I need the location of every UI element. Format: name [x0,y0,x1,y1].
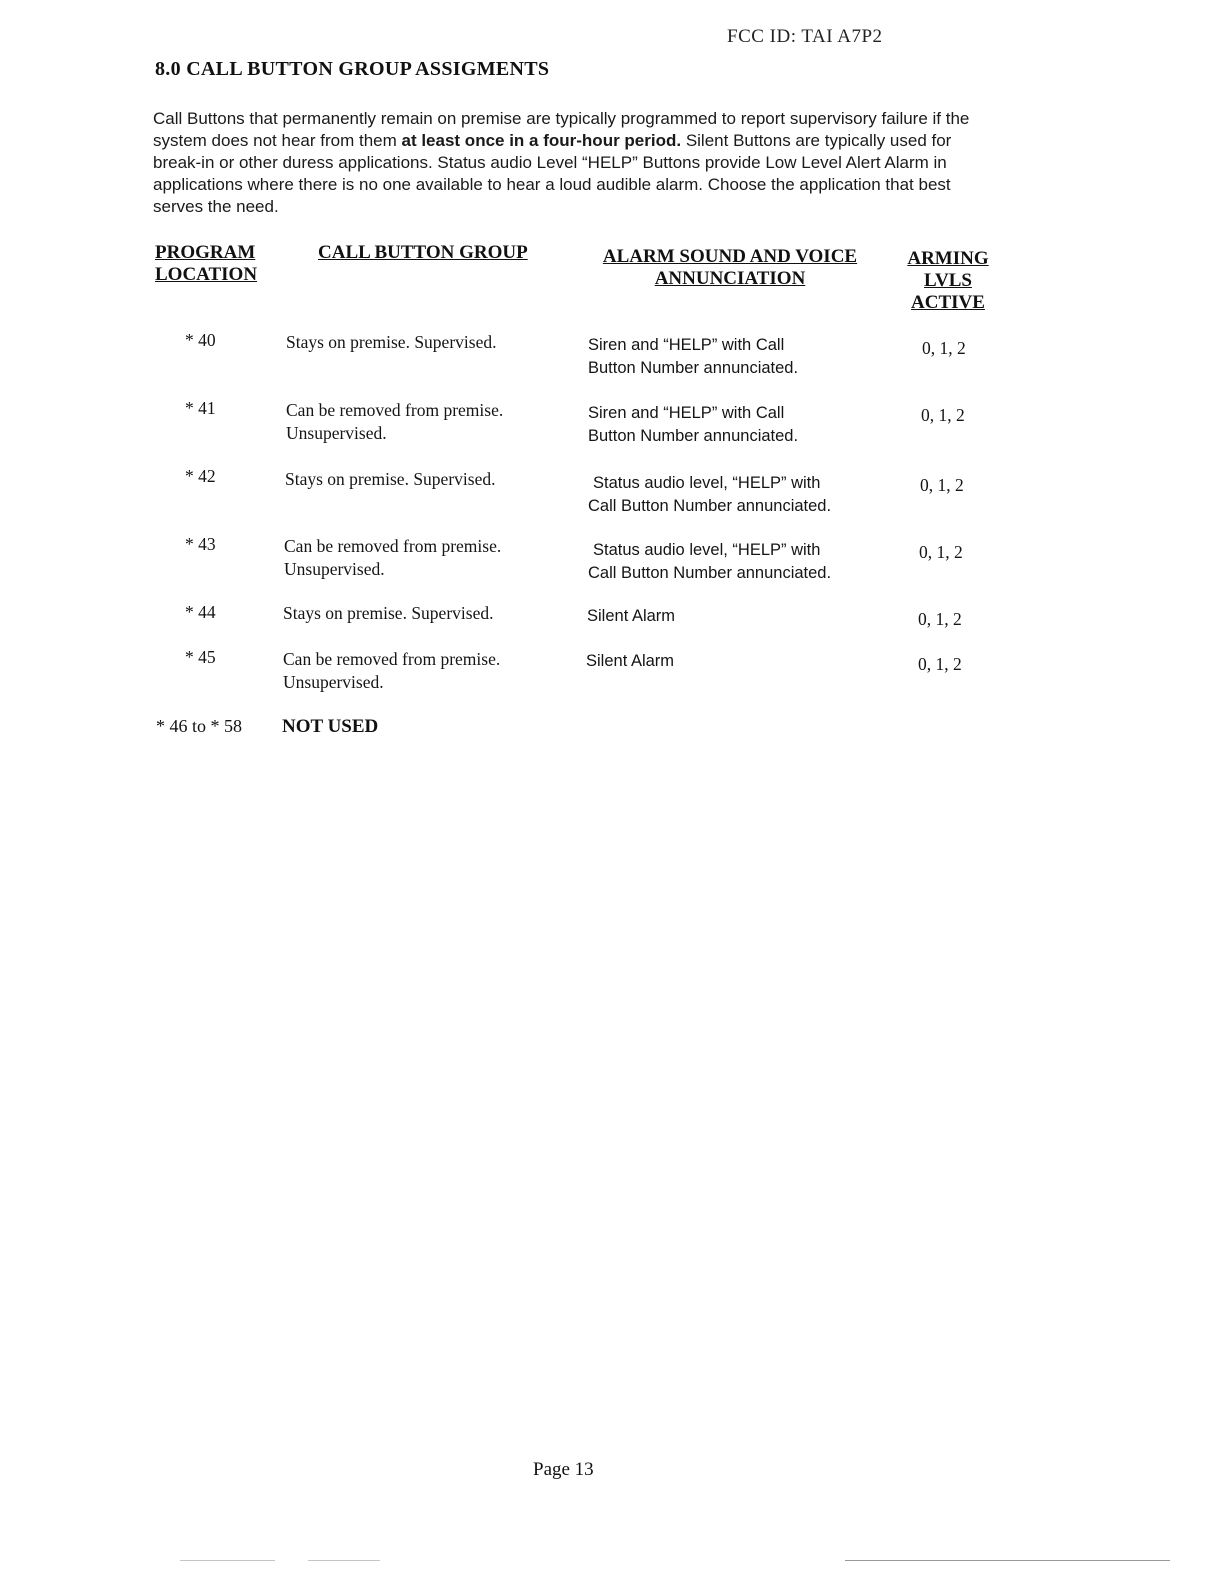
not-used-location-range: * 46 to * 58 [156,716,243,736]
row-42-alarm [588,472,864,518]
row-41-levels: 0, 1, 2 [921,405,965,425]
row-44-alarm [587,605,863,628]
scan-artifact-line [180,1560,275,1561]
page-number: Page 13 [533,1459,594,1480]
row-41-group-line2: Unsupervised. [286,423,387,443]
row-40-location: * 40 [185,330,216,350]
row-42-group [285,468,565,491]
row-42-alarm-line2: Call Button Number annunciated. [588,497,832,515]
intro-paragraph [153,108,1003,218]
row-43-alarm [588,539,864,585]
row-45-levels: 0, 1, 2 [918,654,962,674]
row-45-alarm [586,650,862,673]
row-41-group-line1: Can be removed from premise. [286,400,504,420]
header-alarm-line2: ANNUNCIATION [654,268,806,289]
scan-artifact-line [308,1560,380,1561]
row-43-levels: 0, 1, 2 [919,542,963,562]
row-45-location: * 45 [185,647,216,667]
row-41-group [286,399,566,445]
row-41-location: * 41 [185,398,216,418]
row-43-group-line1: Can be removed from premise. [284,536,502,556]
header-program-line2: LOCATION [155,264,258,285]
row-45-group-line2: Unsupervised. [283,672,384,692]
intro-emphasis: at least once in a four-hour period. [401,131,682,150]
row-40-group-line1: Stays on premise. Supervised. [286,332,497,352]
header-call-button-group: CALL BUTTON GROUP [318,242,528,263]
row-44-levels: 0, 1, 2 [918,609,962,629]
not-used-label: NOT USED [282,716,379,737]
header-arming-levels [898,248,998,314]
row-44-group [283,602,563,625]
header-program-location [155,242,257,286]
header-program-line1: PROGRAM [155,242,256,263]
header-alarm-line1: ALARM SOUND AND VOICE [602,246,858,267]
row-42-alarm-line1: Status audio level, “HELP” with [593,474,821,492]
row-41-alarm-line2: Button Number annunciated. [588,427,799,445]
row-40-alarm-line1: Siren and “HELP” with Call [588,336,785,354]
row-42-levels: 0, 1, 2 [920,475,964,495]
row-43-group-line2: Unsupervised. [284,559,385,579]
fcc-id-header: FCC ID: TAI A7P2 [727,26,883,47]
row-44-alarm-line1: Silent Alarm [587,607,676,625]
header-alarm-sound [590,246,870,290]
row-45-group-line1: Can be removed from premise. [283,649,501,669]
row-42-location: * 42 [185,466,216,486]
row-43-group [284,535,564,581]
header-arming-line1: ARMING [907,248,989,269]
row-40-group [286,331,566,354]
header-arming-line2: LVLS [924,270,972,291]
row-40-levels: 0, 1, 2 [922,338,966,358]
row-45-alarm-line1: Silent Alarm [586,652,675,670]
row-42-group-line1: Stays on premise. Supervised. [285,469,496,489]
row-44-group-line1: Stays on premise. Supervised. [283,603,494,623]
scan-artifact-line [845,1560,1170,1561]
intro-text-part1: Call Buttons that permanently remain on premise are typically programmed to report supervisory failure if the system does not hear from them [153,109,970,150]
row-40-alarm-line2: Button Number annunciated. [588,359,799,377]
row-44-location: * 44 [185,602,216,622]
row-43-location: * 43 [185,534,216,554]
header-arming-line3: ACTIVE [911,292,985,313]
intro-text-part2: Silent Buttons are typically used for break-in or other duress applications. Status audio Level “HELP” Buttons provide Low Level Alert Alarm in applications where there is no one available to hear a loud audible alarm. Choose the application that best serves the need. [153,131,952,216]
row-45-group [283,648,563,694]
row-41-alarm [588,402,864,448]
row-43-alarm-line1: Status audio level, “HELP” with [593,541,821,559]
row-40-alarm [588,334,864,380]
row-43-alarm-line2: Call Button Number annunciated. [588,564,832,582]
row-41-alarm-line1: Siren and “HELP” with Call [588,404,785,422]
section-title: 8.0 CALL BUTTON GROUP ASSIGMENTS [155,58,550,80]
